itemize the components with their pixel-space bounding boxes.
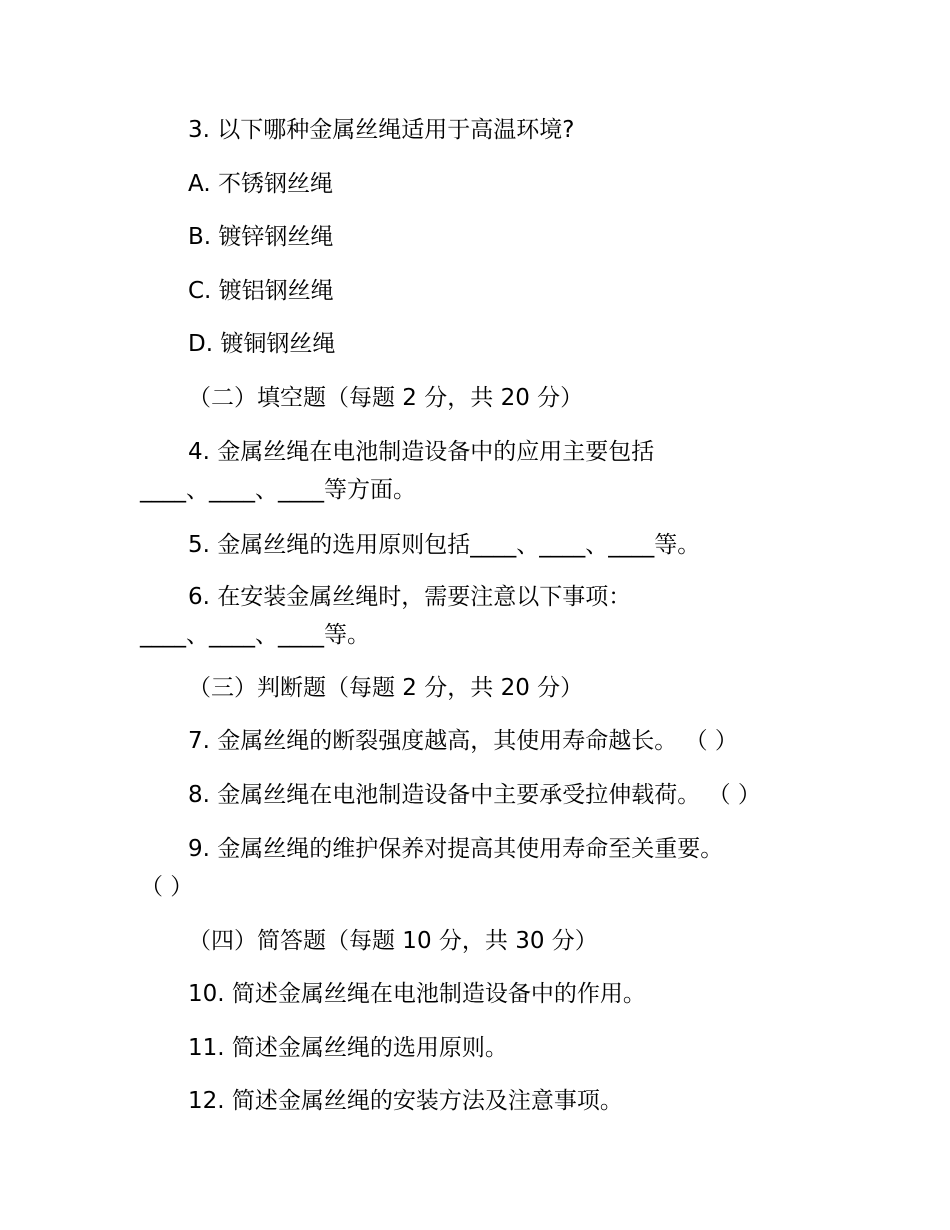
question-11: 11. 简述金属丝绳的选用原则。 [188, 1035, 508, 1061]
question-4-line1: 4. 金属丝绳在电池制造设备中的应用主要包括 [188, 439, 655, 465]
section-short-answer-heading: （四）简答题（每题 10 分，共 30 分） [188, 928, 598, 954]
option-a: A. 不锈钢丝绳 [188, 171, 333, 197]
question-6-line2: ____、____、____等。 [140, 622, 370, 648]
question-9-line1: 9. 金属丝绳的维护保养对提高其使用寿命至关重要。 [188, 836, 724, 862]
question-9 [140, 830, 820, 906]
question-6 [140, 578, 820, 654]
option-c: C. 镀铝钢丝绳 [188, 278, 334, 304]
question-7: 7. 金属丝绳的断裂强度越高，其使用寿命越长。 （ ） [188, 728, 738, 754]
question-9-line2: （ ） [140, 874, 194, 900]
option-d: D. 镀铜钢丝绳 [188, 331, 336, 357]
question-5: 5. 金属丝绳的选用原则包括____、____、____等。 [188, 532, 701, 558]
section-fill-in-heading: （二）填空题（每题 2 分，共 20 分） [188, 385, 584, 411]
question-8: 8. 金属丝绳在电池制造设备中主要承受拉伸载荷。 （ ） [188, 782, 761, 808]
question-12: 12. 简述金属丝绳的安装方法及注意事项。 [188, 1088, 623, 1114]
question-10: 10. 简述金属丝绳在电池制造设备中的作用。 [188, 981, 646, 1007]
question-6-line1: 6. 在安装金属丝绳时，需要注意以下事项： [188, 584, 632, 610]
question-4-line2: ____、____、____等方面。 [140, 477, 416, 503]
question-3: 3. 以下哪种金属丝绳适用于高温环境? [188, 117, 575, 143]
section-true-false-heading: （三）判断题（每题 2 分，共 20 分） [188, 675, 584, 701]
option-b: B. 镀锌钢丝绳 [188, 224, 334, 250]
question-4 [140, 433, 820, 509]
